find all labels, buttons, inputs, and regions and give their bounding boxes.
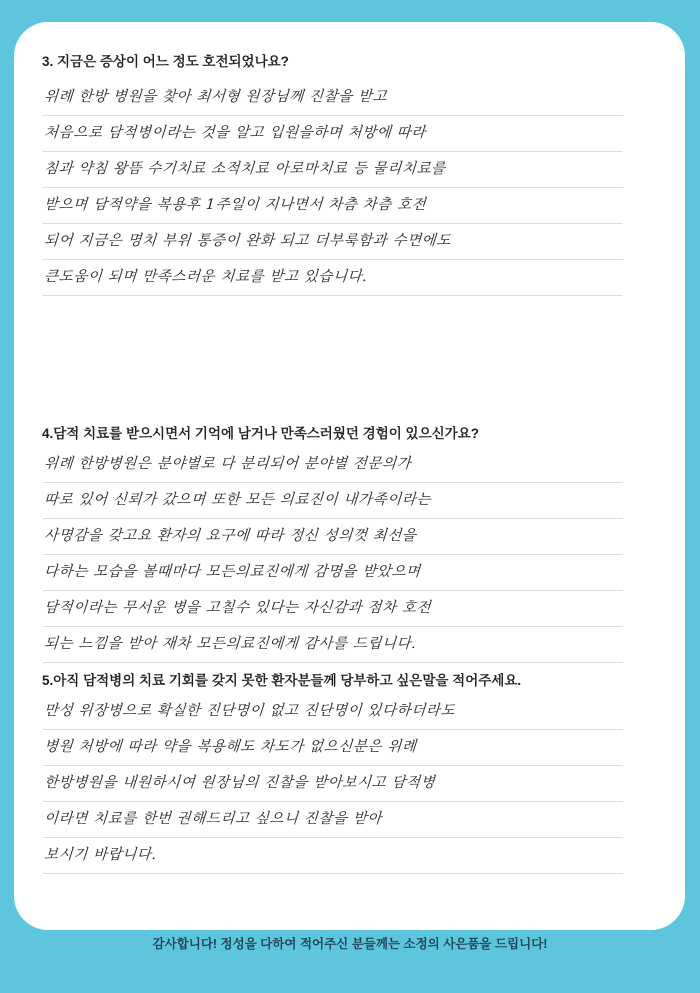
answer-line: 따로 있어 신뢰가 갔으며 또한 모든 의료진이 내가족이라는 xyxy=(43,483,626,519)
answer-line: 이라면 치료를 한번 권해드리고 싶으니 진찰을 받아 xyxy=(43,802,626,838)
answer-line: 병원 처방에 따라 약을 복용해도 차도가 없으신분은 위례 xyxy=(43,730,626,766)
answer-line: 되어 지금은 명치 부위 통증이 완화 되고 더부룩함과 수면에도 xyxy=(43,224,626,260)
answer-line: 다하는 모습을 볼때마다 모든의료진에게 감명을 받았으며 xyxy=(43,555,626,591)
question-4-answer xyxy=(44,447,624,663)
question-3-label: 3. 지금은 증상이 어느 정도 호전되었나요? xyxy=(42,54,289,69)
survey-card xyxy=(14,22,685,930)
answer-line: 담적이라는 무서운 병을 고칠수 있다는 자신감과 점차 호전 xyxy=(43,591,626,627)
answer-line: 되는 느낌을 받아 재차 모든의료진에게 감사를 드립니다. xyxy=(43,627,626,663)
answer-line: 위례 한방병원은 분야별로 다 분리되어 분야별 전문의가 xyxy=(43,447,626,483)
question-4-label: 4.담적 치료를 받으시면서 기억에 남거나 만족스러웠던 경험이 있으신가요? xyxy=(42,426,479,441)
answer-line: 사명감을 갖고요 환자의 요구에 따라 정신 성의껏 최선을 xyxy=(43,519,626,555)
answer-line: 만성 위장병으로 확실한 진단명이 없고 진단명이 있다하더라도 xyxy=(43,694,626,730)
answer-line: 받으며 담적약을 복용후 1주일이 지나면서 차츰 차츰 호전 xyxy=(43,188,626,224)
answer-line: 한방병원을 내원하시여 원장님의 진찰을 받아보시고 담적병 xyxy=(43,766,626,802)
answer-line: 처음으로 담적병이라는 것을 알고 입원을하며 처방에 따라 xyxy=(43,116,626,152)
answer-line: 큰도움이 되며 만족스러운 치료를 받고 있습니다. xyxy=(43,260,626,296)
answer-line: 위례 한방 병원을 찾아 최서형 원장님께 진찰을 받고 xyxy=(43,80,626,116)
thank-you-footer: 감사합니다! 정성을 다하여 적어주신 분들께는 소정의 사은품을 드립니다! xyxy=(152,937,548,951)
question-5-label: 5.아직 담적병의 치료 기회를 갖지 못한 환자분들께 당부하고 싶은말을 적어주세요. xyxy=(42,673,522,688)
answer-line: 침과 약침 왕뜸 수기치료 소적치료 아로마치료 등 물리치료를 xyxy=(43,152,626,188)
question-5-answer xyxy=(44,694,624,874)
question-3-answer xyxy=(44,80,624,296)
answer-line: 보시기 바랍니다. xyxy=(43,838,626,874)
